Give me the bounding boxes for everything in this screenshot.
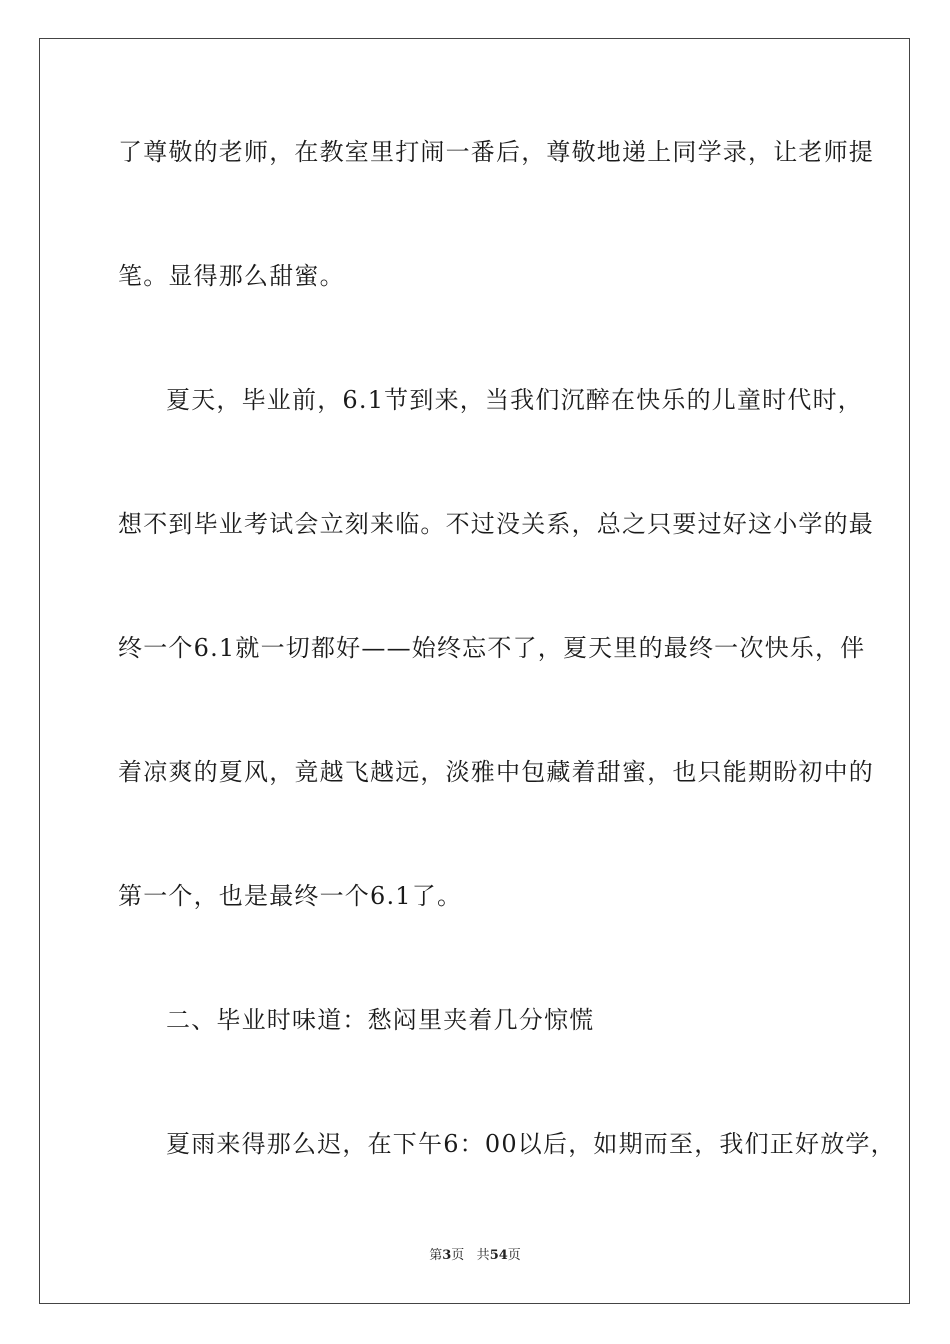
page-number: 3 [442, 1248, 452, 1263]
text-line-2: 笔。显得那么甜蜜。 [118, 262, 345, 290]
total-suffix: 页 [507, 1248, 521, 1263]
page-border [39, 38, 910, 1304]
page-footer [0, 1247, 950, 1265]
text-line-4: 想不到毕业考试会立刻来临。不过没关系，总之只要过好这小学的最 [118, 510, 874, 538]
total-prefix: 共 [476, 1248, 490, 1263]
text-line-7: 第一个，也是最终一个6.1了。 [118, 882, 463, 910]
total-pages: 54 [489, 1248, 508, 1263]
section-heading: 二、毕业时味道：愁闷里夹着几分惊慌 [166, 1006, 595, 1034]
text-line-9: 夏雨来得那么迟，在下午6：00以后，如期而至，我们正好放学， [166, 1130, 896, 1158]
page-prefix: 第 [429, 1248, 443, 1263]
page-suffix: 页 [451, 1248, 465, 1263]
text-line-1: 了尊敬的老师，在教室里打闹一番后，尊敬地递上同学录，让老师提 [118, 138, 874, 166]
text-line-3: 夏天，毕业前，6.1节到来，当我们沉醉在快乐的儿童时代时， [166, 386, 863, 414]
text-line-6: 着凉爽的夏风，竟越飞越远，淡雅中包藏着甜蜜，也只能期盼初中的 [118, 758, 874, 786]
text-line-5: 终一个6.1就一切都好——始终忘不了，夏天里的最终一次快乐，伴 [118, 634, 866, 662]
